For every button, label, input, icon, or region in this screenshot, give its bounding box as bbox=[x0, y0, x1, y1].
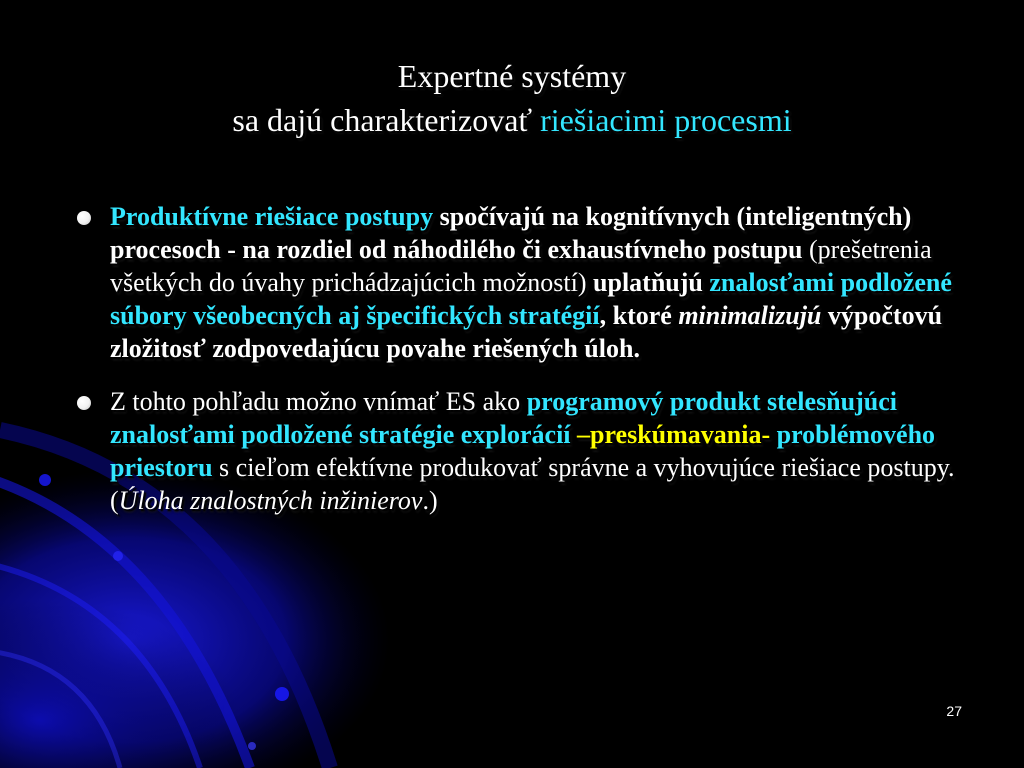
bullet-2-paren-open: ( bbox=[110, 486, 119, 515]
bullet-1-text-normal: (prešetrenia všetkých do úvahy prichádzajúcich možností) bbox=[110, 235, 932, 297]
bullet-2-paren-close: .) bbox=[422, 486, 438, 515]
bullet-dot-icon bbox=[77, 211, 91, 225]
bullet-list bbox=[72, 200, 957, 517]
bullet-1-text-3: , ktoré bbox=[599, 301, 679, 330]
bullet-2-highlight-2: problémového priestoru bbox=[110, 420, 936, 482]
bullet-2-text-1: Z tohto pohľadu možno vnímať ES ako bbox=[110, 387, 527, 416]
bullet-1-italic: minimalizujú bbox=[678, 301, 822, 330]
slide-title bbox=[0, 54, 1024, 142]
bullet-2-highlight-1: programový produkt stelesňujúci znalosťami podložené stratégie explorácií bbox=[110, 387, 897, 449]
bullet-item-1 bbox=[72, 200, 957, 365]
bullet-1-highlight-2: znalosťami podložené súbory všeobecných aj špecifických stratégií bbox=[110, 268, 952, 330]
title-line-1: Expertné systémy bbox=[397, 58, 627, 94]
bullet-1-text-1: spočívajú na kognitívnych (inteligentných) procesoch - na rozdiel od náhodilého či exhaustívneho postupu bbox=[110, 202, 912, 264]
bullet-2-text-2: s cieľom efektívne produkovať správne a vyhovujúce riešiace postupy. bbox=[212, 453, 955, 482]
bullet-item-2 bbox=[72, 385, 957, 517]
bullet-1-text-2: uplatňujú bbox=[586, 268, 710, 297]
bullet-1-highlight-1: Produktívne riešiace postupy bbox=[110, 202, 434, 231]
bullet-dot-icon bbox=[77, 396, 91, 410]
title-line-2-text: sa dajú charakterizovať bbox=[232, 102, 541, 138]
title-line-2 bbox=[0, 98, 1024, 142]
bullet-1-text-4: výpočtovú zložitosť zodpovedajúcu povahe riešených úloh. bbox=[110, 301, 943, 363]
page-number: 27 bbox=[946, 703, 962, 719]
title-highlight: riešiacimi procesmi bbox=[540, 102, 792, 138]
bullet-2-italic: Úloha znalostných inžinierov bbox=[118, 486, 423, 515]
bullet-2-yellow: –preskúmavania- bbox=[577, 420, 771, 449]
